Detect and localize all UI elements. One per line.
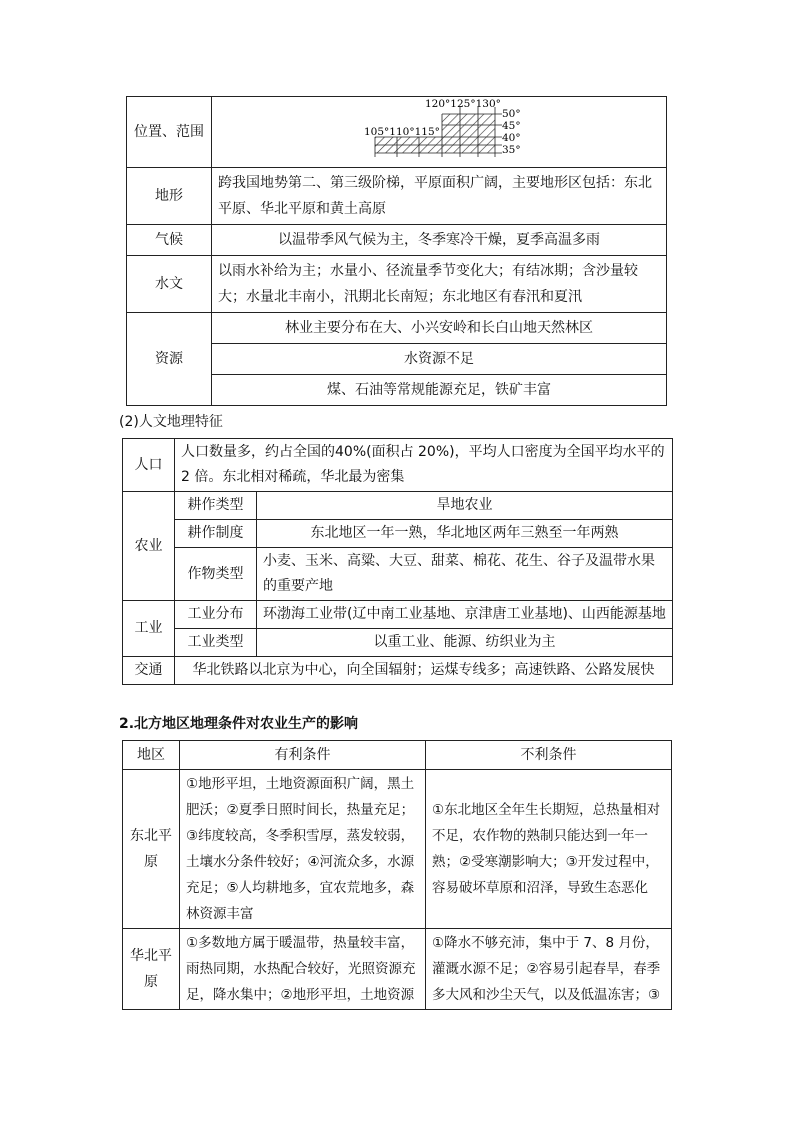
- table-row: [127, 313, 667, 344]
- table-row: [127, 168, 667, 225]
- row-label: 气候: [127, 225, 212, 256]
- table-row: [123, 439, 673, 492]
- table-row: [127, 256, 667, 313]
- favorable-conditions: ①地形平坦，土地资源面积广阔，黑土肥沃；②夏季日照时间长，热量充足；③纬度较高，冬季积雪厚，蒸发较弱，土壤水分条件较好；④河流众多，水源充足；⑤人均耕地多，宜农荒地多，森林资源丰富: [180, 770, 426, 929]
- row-value: 林业主要分布在大、小兴安岭和长白山地天然林区: [212, 313, 667, 344]
- row-value: 水资源不足: [212, 344, 667, 375]
- sub-label: 耕作类型: [175, 492, 257, 520]
- row-label: 交通: [123, 657, 175, 685]
- table-row: [123, 929, 672, 1010]
- column-header: 不利条件: [426, 741, 672, 770]
- table-row: [123, 770, 672, 929]
- latitude-label: 35°: [502, 144, 521, 156]
- unfavorable-conditions: ①降水不够充沛，集中于 7、8 月份，灌溉水源不足；②容易引起春旱，春季多大风和沙尘天气，以及低温冻害；③: [426, 929, 672, 1010]
- sub-label: 工业分布: [175, 601, 257, 629]
- row-label: 地形: [127, 168, 212, 225]
- agriculture-conditions-table: [122, 740, 672, 1010]
- row-value: 煤、石油等常规能源充足，铁矿丰富: [212, 375, 667, 406]
- latitude-label: 50°: [502, 108, 521, 120]
- row-label: 位置、范围: [127, 97, 212, 168]
- table-row: [123, 520, 673, 548]
- table-row: [127, 97, 667, 168]
- row-value: 以重工业、能源、纺织业为主: [257, 629, 673, 657]
- row-value: 华北铁路以北京为中心，向全国辐射；运煤专线多；高速铁路、公路发展快: [175, 657, 673, 685]
- row-value: 环渤海工业带(辽中南工业基地、京津唐工业基地)、山西能源基地: [257, 601, 673, 629]
- row-value: 小麦、玉米、高粱、大豆、甜菜、棉花、花生、谷子及温带水果的重要产地: [257, 548, 673, 601]
- table-row: [123, 657, 673, 685]
- row-label: 人口: [123, 439, 175, 492]
- row-value: 人口数量多，约占全国的40%(面积占 20%)，平均人口密度为全国平均水平的 2 倍。东北相对稀疏，华北最为密集: [175, 439, 673, 492]
- human-geography-table: [122, 438, 673, 685]
- row-label: 资源: [127, 313, 212, 406]
- row-label: 农业: [123, 492, 175, 601]
- table-row: [123, 629, 673, 657]
- latitude-longitude-map: [212, 97, 666, 167]
- region-name: 华北平原: [123, 929, 180, 1010]
- row-value: 跨我国地势第二、第三级阶梯，平原面积广阔，主要地形区包括：东北平原、华北平原和黄土高原: [212, 168, 667, 225]
- column-header: 有利条件: [180, 741, 426, 770]
- table-row: [123, 601, 673, 629]
- row-value: 东北地区一年一熟，华北地区两年三熟至一年两熟: [257, 520, 673, 548]
- row-value: 以温带季风气候为主，冬季寒冷干燥，夏季高温多雨: [212, 225, 667, 256]
- location-map: [212, 97, 667, 168]
- sub-label: 耕作制度: [175, 520, 257, 548]
- sub-label: 工业类型: [175, 629, 257, 657]
- table-row: [127, 225, 667, 256]
- latitude-label: 45°: [502, 120, 521, 132]
- row-label: 水文: [127, 256, 212, 313]
- region-name: 东北平原: [123, 770, 180, 929]
- row-value: 旱地农业: [257, 492, 673, 520]
- section-heading-human: (2)人文地理特征: [119, 414, 223, 430]
- hatched-region: [442, 114, 495, 137]
- table-row: [123, 548, 673, 601]
- latitude-label: 40°: [502, 132, 521, 144]
- sub-label: 作物类型: [175, 548, 257, 601]
- favorable-conditions: ①多数地方属于暖温带，热量较丰富，雨热同期，水热配合较好，光照资源充足，降水集中；②地形平坦，土地资源: [180, 929, 426, 1010]
- top-longitude-labels: 120°125°130°: [425, 98, 501, 110]
- physical-geography-table: [126, 96, 667, 406]
- section-heading-conditions: 2.北方地区地理条件对农业生产的影响: [119, 716, 359, 732]
- table-row: [123, 492, 673, 520]
- unfavorable-conditions: ①东北地区全年生长期短，总热量相对不足，农作物的熟制只能达到一年一熟；②受寒潮影响大；③开发过程中，容易破坏草原和沼泽，导致生态恶化: [426, 770, 672, 929]
- row-label: 工业: [123, 601, 175, 657]
- left-longitude-labels: 105°110°115°: [364, 126, 440, 138]
- row-value: 以雨水补给为主；水量小、径流量季节变化大；有结冰期；含沙量较大；水量北丰南小，汛期北长南短；东北地区有春汛和夏汛: [212, 256, 667, 313]
- table-header-row: [123, 741, 672, 770]
- column-header: 地区: [123, 741, 180, 770]
